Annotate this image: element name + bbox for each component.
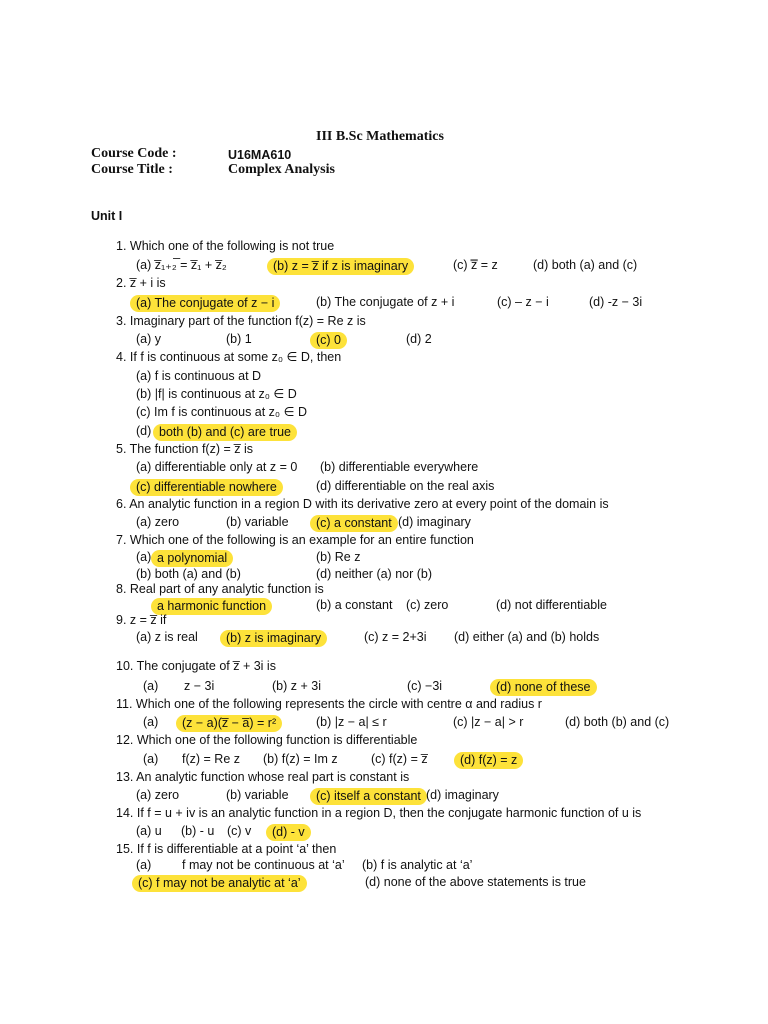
- question-13-option-b: (b) variable: [226, 788, 289, 802]
- question-1-option-b-highlighted: (b) z = z̅ if z is imaginary: [267, 258, 414, 275]
- question-6-stem: 6. An analytic function in a region D with its derivative zero at every point of the domain is: [116, 497, 609, 511]
- course-code-label: Course Code :: [91, 146, 177, 161]
- question-6-option-c-highlighted: (c) a constant: [310, 515, 398, 532]
- question-11-option-b: (b) |z − a| ≤ r: [316, 715, 387, 729]
- question-8-option-d: (d) not differentiable: [496, 598, 607, 612]
- question-11-option-a-prefix: (a): [143, 715, 159, 729]
- question-12-stem: 12. Which one of the following function is differentiable: [116, 733, 418, 747]
- question-2-option-b: (b) The conjugate of z + i: [316, 295, 455, 309]
- question-14-option-a: (a) u: [136, 824, 162, 838]
- document-title: III B.Sc Mathematics: [316, 129, 444, 144]
- question-7-option-d: (d) neither (a) nor (b): [316, 567, 433, 581]
- question-3-stem: 3. Imaginary part of the function f(z) = Re z is: [116, 314, 366, 328]
- question-3-option-d: (d) 2: [406, 332, 432, 346]
- question-4-option-b: (b) |f| is continuous at z₀ ∈ D: [136, 387, 297, 401]
- question-2-option-c: (c) – z − i: [497, 295, 549, 309]
- question-9-option-a: (a) z is real: [136, 630, 198, 644]
- question-9-option-d: (d) either (a) and (b) holds: [454, 630, 600, 644]
- question-15-option-c-highlighted: (c) f may not be analytic at ‘a’: [132, 875, 307, 892]
- question-14-option-c: (c) v: [227, 824, 252, 838]
- question-4-stem: 4. If f is continuous at some z₀ ∈ D, then: [116, 350, 342, 364]
- question-8-option-b: (b) a constant: [316, 598, 393, 612]
- question-5-option-d: (d) differentiable on the real axis: [316, 479, 495, 493]
- question-11-option-a-highlighted: (z − a)(z̅ − a̅) = r²: [176, 715, 282, 732]
- question-9-stem: 9. z = z̅ if: [116, 613, 167, 627]
- question-11-option-d: (d) both (b) and (c): [565, 715, 670, 729]
- question-10-option-d-highlighted: (d) none of these: [490, 679, 597, 696]
- question-2-stem: 2. z̅ + i is: [116, 276, 166, 290]
- question-14-option-b: (b) - u: [181, 824, 215, 838]
- question-9-option-c: (c) z = 2+3i: [364, 630, 427, 644]
- question-15-option-a: f may not be continuous at ‘a’: [182, 858, 345, 872]
- question-15-stem: 15. If f is differentiable at a point ‘a’ then: [116, 842, 337, 856]
- question-15-option-b: (b) f is analytic at ‘a’: [362, 858, 473, 872]
- question-12-option-a: f(z) = Re z: [182, 752, 240, 766]
- question-12-option-d-highlighted: (d) f(z) = z: [454, 752, 523, 769]
- question-10-option-a-prefix: (a): [143, 679, 159, 693]
- question-3-option-b: (b) 1: [226, 332, 252, 346]
- question-6-option-a: (a) zero: [136, 515, 180, 529]
- question-4-option-d-prefix: (d): [136, 424, 152, 438]
- question-12-option-a-prefix: (a): [143, 752, 159, 766]
- question-8-stem: 8. Real part of any analytic function is: [116, 582, 324, 596]
- question-11-stem: 11. Which one of the following represents the circle with centre α and radius r: [116, 697, 542, 711]
- question-12-option-c: (c) f(z) = z̅: [371, 752, 428, 766]
- course-title-label: Course Title :: [91, 162, 173, 177]
- question-5-option-a: (a) differentiable only at z = 0: [136, 460, 298, 474]
- question-10-option-b: (b) z + 3i: [272, 679, 321, 693]
- question-4-option-c: (c) Im f is continuous at z₀ ∈ D: [136, 405, 307, 419]
- question-10-option-c: (c) −3i: [407, 679, 443, 693]
- question-14-option-d-highlighted: (d) - v: [266, 824, 311, 841]
- question-8-option-a-highlighted: a harmonic function: [151, 598, 272, 615]
- question-1-option-d: (d) both (a) and (c): [533, 258, 638, 272]
- question-2-option-d: (d) -z − 3i: [589, 295, 643, 309]
- question-10-option-a: z − 3i: [184, 679, 215, 693]
- question-7-stem: 7. Which one of the following is an example for an entire function: [116, 533, 474, 547]
- question-3-option-c-highlighted: (c) 0: [310, 332, 347, 349]
- course-code-value: U16MA610: [228, 148, 292, 162]
- question-4-option-a: (a) f is continuous at D: [136, 369, 262, 383]
- question-5-option-c-highlighted: (c) differentiable nowhere: [130, 479, 283, 496]
- question-15-option-a-prefix: (a): [136, 858, 152, 872]
- question-13-option-a: (a) zero: [136, 788, 180, 802]
- question-1-option-a: (a) z̅₁₊₂̅ = z̅₁ + z̅₂: [136, 258, 227, 272]
- unit-heading: Unit I: [91, 209, 123, 223]
- question-15-option-d: (d) none of the above statements is true: [365, 875, 586, 889]
- question-7-option-b: (b) Re z: [316, 550, 361, 564]
- question-8-option-c: (c) zero: [406, 598, 449, 612]
- question-1-option-c: (c) z̿ = z: [453, 258, 498, 272]
- question-13-stem: 13. An analytic function whose real part is constant is: [116, 770, 410, 784]
- question-7-option-a-highlighted: a polynomial: [151, 550, 233, 567]
- question-2-option-a-highlighted: (a) The conjugate of z − i: [130, 295, 280, 312]
- question-1-stem: 1. Which one of the following is not true: [116, 239, 335, 253]
- question-5-stem: 5. The function f(z) = z̅ is: [116, 442, 253, 456]
- question-14-stem: 14. If f = u + iv is an analytic function in a region D, then the conjugate harmonic function of u is: [116, 806, 642, 820]
- question-13-option-c-highlighted: (c) itself a constant: [310, 788, 427, 805]
- question-11-option-c: (c) |z − a| > r: [453, 715, 524, 729]
- question-12-option-b: (b) f(z) = Im z: [263, 752, 338, 766]
- question-10-stem: 10. The conjugate of z̅ + 3i is: [116, 659, 276, 673]
- question-7-option-a-prefix: (a): [136, 550, 152, 564]
- question-7-option-c: (b) both (a) and (b): [136, 567, 241, 581]
- question-13-option-d: (d) imaginary: [426, 788, 499, 802]
- question-4-option-d-highlighted: both (b) and (c) are true: [153, 424, 297, 441]
- question-3-option-a: (a) y: [136, 332, 161, 346]
- question-6-option-b: (b) variable: [226, 515, 289, 529]
- question-9-option-b-highlighted: (b) z is imaginary: [220, 630, 327, 647]
- course-title-value: Complex Analysis: [228, 162, 335, 177]
- question-6-option-d: (d) imaginary: [398, 515, 471, 529]
- question-5-option-b: (b) differentiable everywhere: [320, 460, 479, 474]
